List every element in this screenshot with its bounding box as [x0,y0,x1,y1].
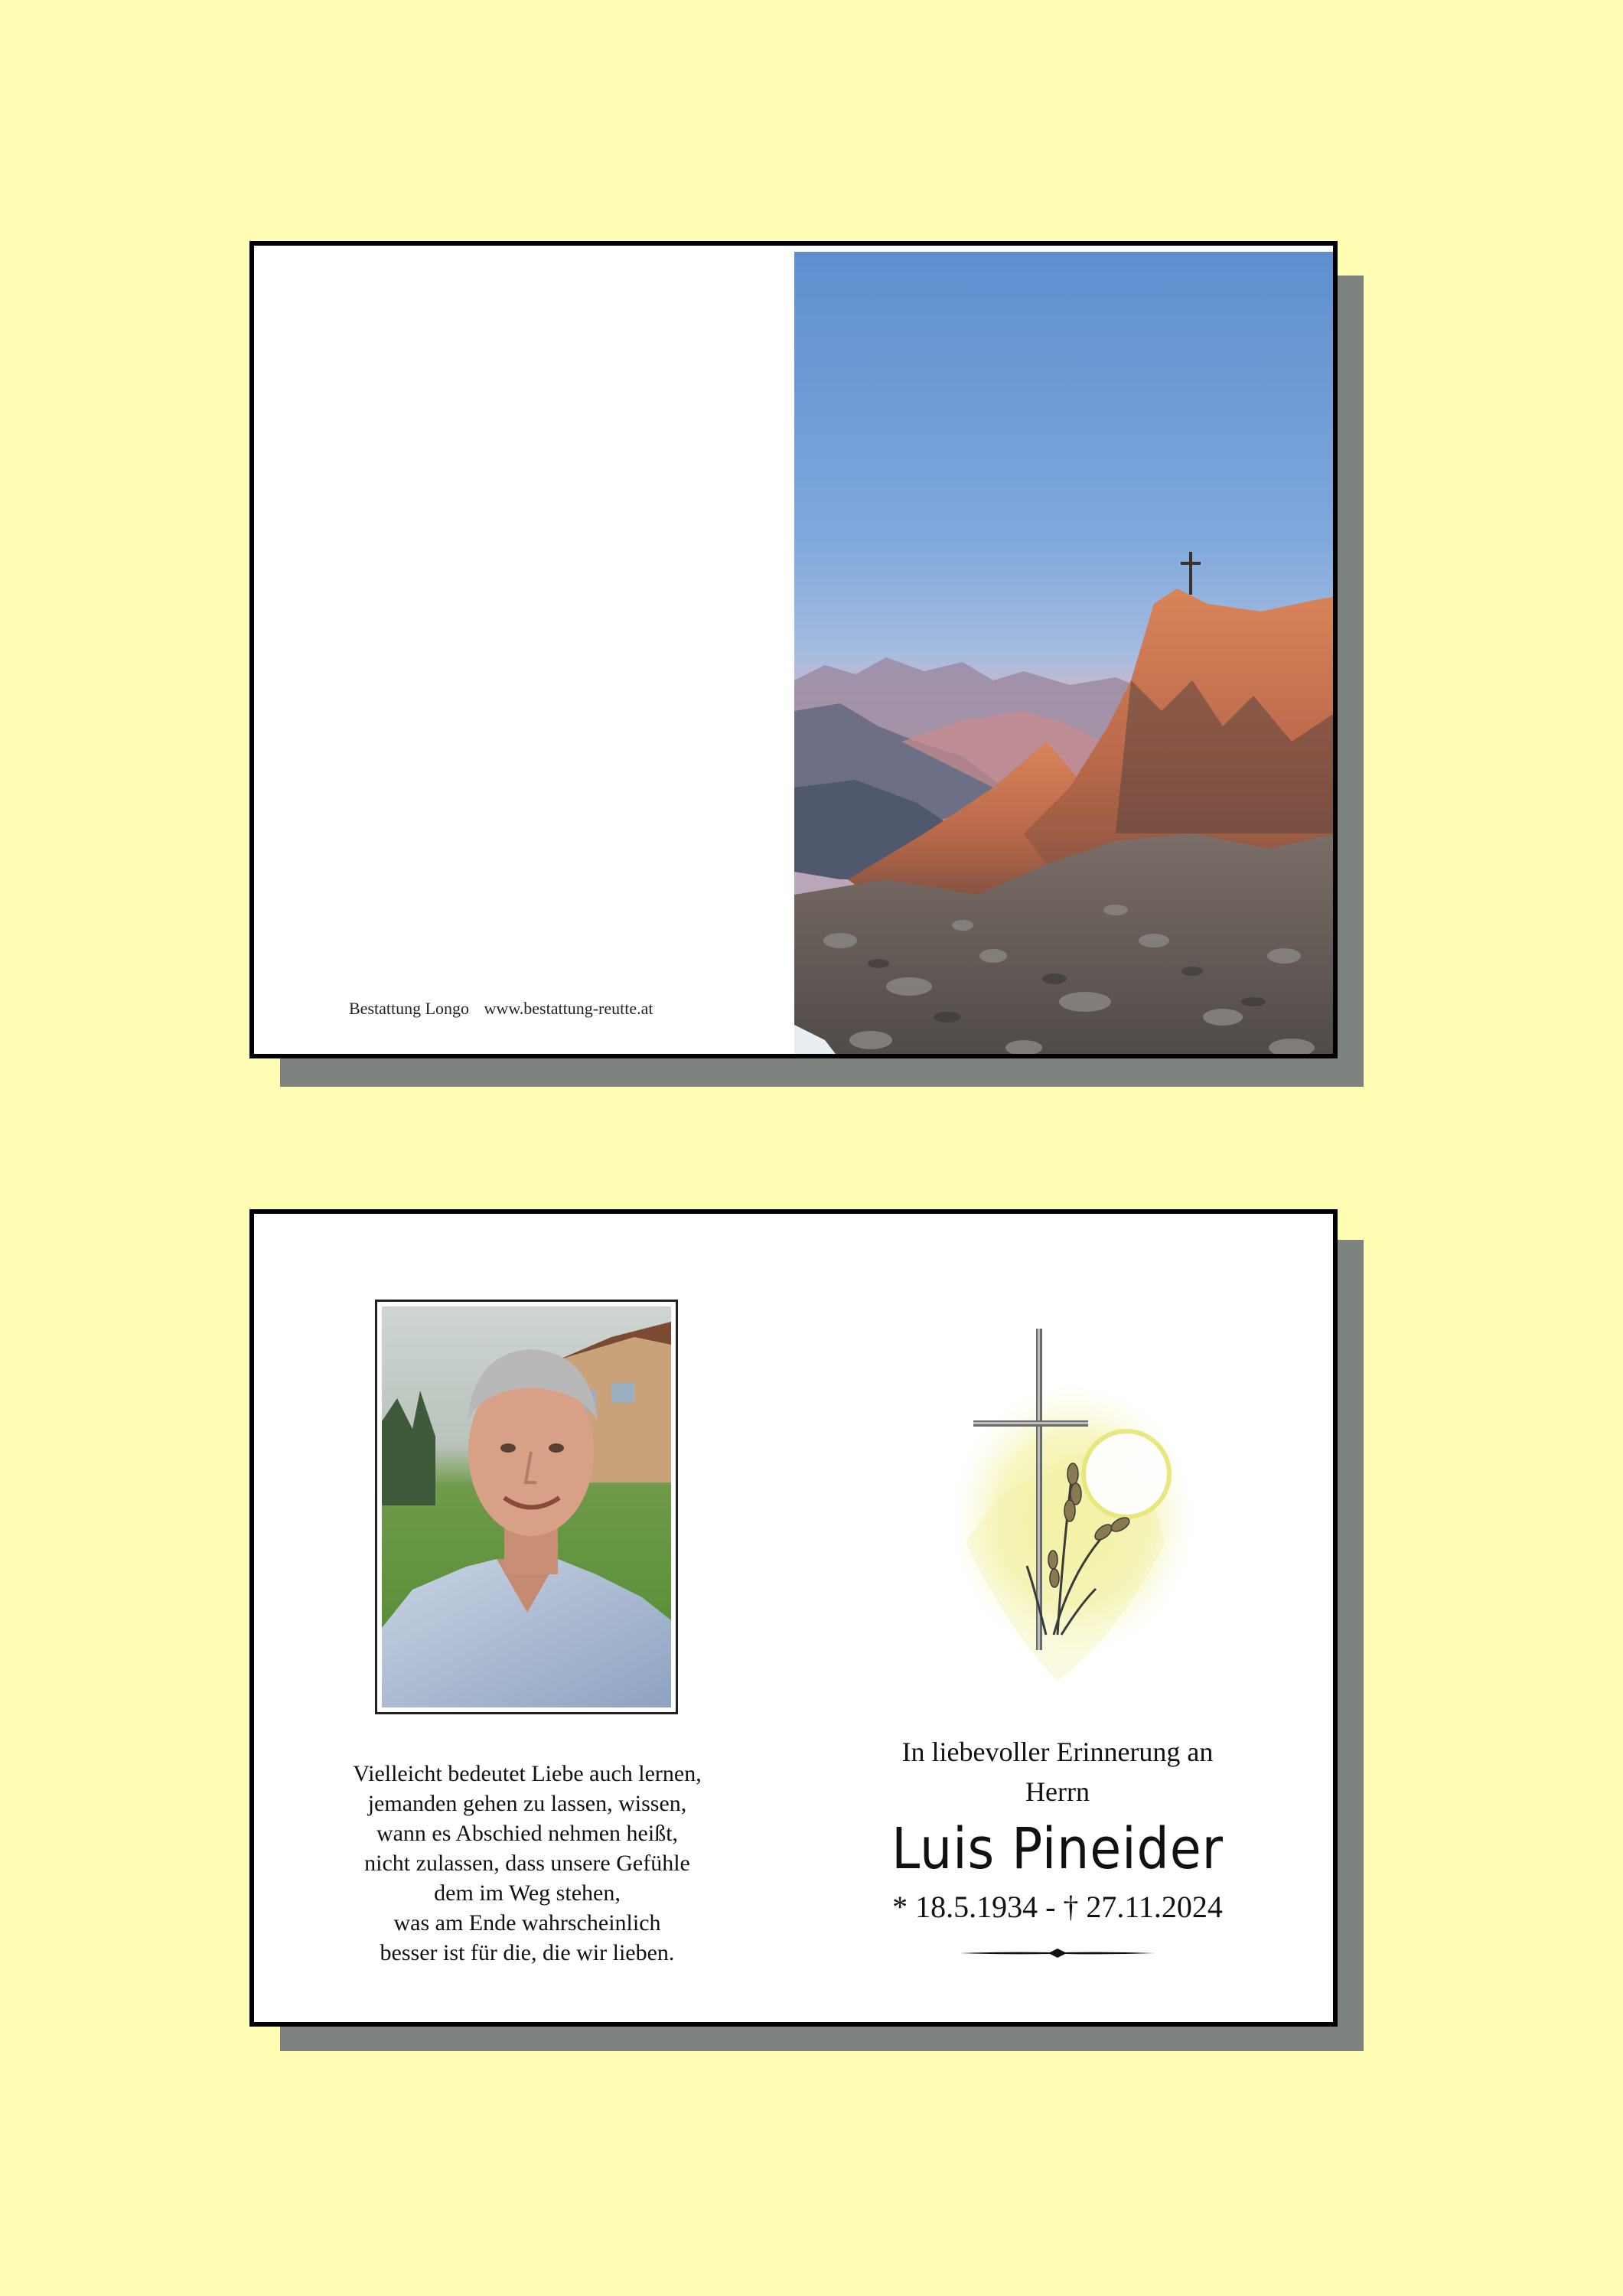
funeral-website: www.bestattung-reutte.at [484,999,653,1018]
portrait-frame [375,1300,678,1714]
footer-text [349,999,653,1019]
poem-line: was am Ende wahrscheinlich [393,1910,661,1936]
bottom-card [249,1209,1338,2027]
memorial-intro: In liebevoller Erinnerung an [901,1737,1214,1767]
funeral-company: Bestattung Longo [349,999,470,1018]
poem-line: dem im Weg stehen, [434,1880,621,1906]
memorial-title: Herrn [1025,1776,1090,1807]
deceased-name: Luis Pineider [891,1816,1224,1882]
ornament-divider-icon [958,1945,1157,1961]
poem-line: wann es Abschied nehmen heißt, [376,1821,679,1846]
poem-line: nicht zulassen, dass unsere Gefühle [364,1851,690,1876]
poem [308,1759,747,1968]
top-card [249,241,1338,1058]
poem-line: besser ist für die, die wir lieben. [380,1940,675,1965]
poem-line: jemanden gehen zu lassen, wissen, [367,1791,687,1816]
memorial-text [851,1731,1264,1961]
cross-wheat-icon [920,1313,1203,1711]
poem-line: Vielleicht bedeutet Liebe auch lernen, [353,1761,702,1786]
portrait-photo [382,1306,671,1707]
life-dates: * 18.5.1934 - † 27.11.2024 [892,1890,1223,1924]
mountain-summit-cross-photo [794,252,1338,1058]
